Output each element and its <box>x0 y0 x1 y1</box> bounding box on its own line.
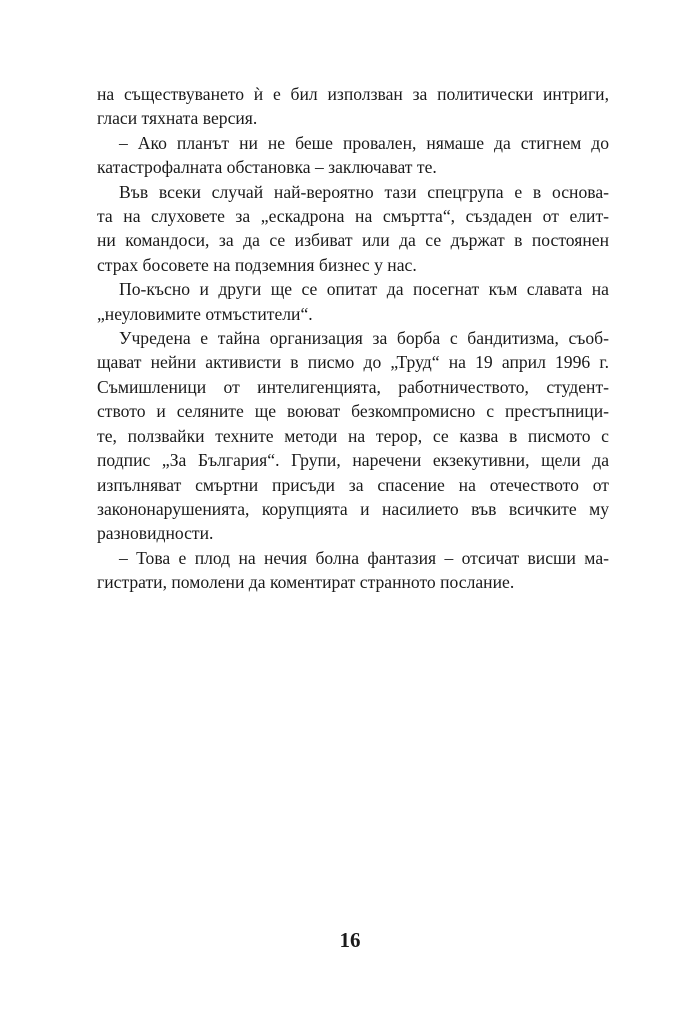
page-number: 16 <box>339 928 361 952</box>
text-line: Във всеки случай най-вероятно тази спецгрупа е в основа- <box>119 181 609 202</box>
text-line: По-късно и други ще се опитат да посегнат към славата на <box>119 279 609 300</box>
text-line: на съществуването ѝ е бил използван за политически интриги, <box>97 84 609 104</box>
text-line: изпълняват смъртни присъди за спасение на отечеството от <box>97 474 609 495</box>
text-line: Учредена е тайна организация за борба с бандитизма, съоб- <box>119 328 609 349</box>
text-line: разновидности. <box>97 523 214 544</box>
text-line: гласи тяхната версия. <box>97 108 258 129</box>
text-line: ството и селяните ще воюват безкомпромисно с престъпници- <box>97 401 609 422</box>
text-line: ни командоси, за да се избиват или да се държат в постоянен <box>97 230 609 251</box>
text-line: закононарушенията, корупцията и насилието във всичките му <box>97 498 609 519</box>
text-line: „неуловимите отмъстители“. <box>97 303 313 324</box>
text-line: – Ако планът ни не беше провален, нямаше да стигнем до <box>119 132 609 153</box>
text-line: – Това е плод на нечия болна фантазия – отсичат висши ма- <box>119 547 609 568</box>
text-line: страх босовете на подземния бизнес у нас. <box>97 254 417 275</box>
text-line: те, ползвайки техните методи на терор, се казва в писмото с <box>97 425 609 446</box>
page-body-text <box>97 82 609 595</box>
text-line: Съмишленици от интелигенцията, работничеството, студент- <box>97 376 609 397</box>
text-line: та на слуховете за „ескадрона на смъртта“, създаден от елит- <box>97 206 609 227</box>
text-line: катастрофалната обстановка – заключават те. <box>97 157 437 178</box>
text-line: гистрати, помолени да коментират странното послание. <box>97 572 515 593</box>
text-line: подпис „За България“. Групи, наречени екзекутивни, щели да <box>97 450 609 471</box>
text-line: щават нейни активисти в писмо до „Труд“ на 19 април 1996 г. <box>97 352 609 373</box>
